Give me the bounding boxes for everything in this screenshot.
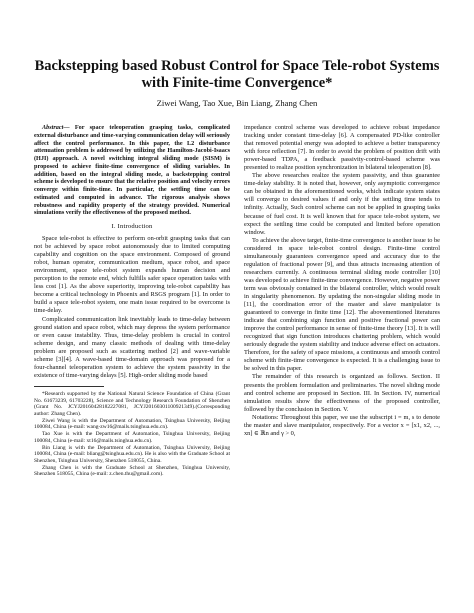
paragraph: impedance control scheme was developed to achieve robust impedance tracking under constant time-delay [6]. A compensated PD-like controller that removed potential energy was adopted to achieve a better transparency with force reflection [7]. In order to avoid the problem of position drift with power-based TDPA, a feedback passivity-control-based scheme was presented to realize position synchronization in bilateral teleoperation [8]. <box>244 124 440 172</box>
footnote-divider <box>34 386 104 387</box>
left-column <box>34 124 230 478</box>
title-line-2: with Finite-time Convergence* <box>141 75 333 91</box>
abstract-label: Abstract— <box>42 124 70 131</box>
footnote: Zhang Chen is with the Graduate School at Shenzhen, Tsinghua University, Shenzhen 518055, China (e-mail: z.chen.thu@gmail.com). <box>34 464 230 478</box>
paper-title <box>34 58 440 92</box>
footnote: Ziwei Wang is with the Department of Automation, Tsinghua University, Beijing 100084, China (e-mail: wang-zw16@mails.tsinghua.edu.cn). <box>34 417 230 431</box>
abstract-text: For space teleoperation grasping tasks, complicated external disturbance and time-varying communication delay will seriously affect the control performance. In this paper, the L2 disturbance attenuation problem is addressed by utilizing the Hamilton-Jacobi-Isaacs (HJI) approach. A novel switching integral sliding mode (SISM) is proposed to achieve finite-time convergence of sliding variables. In addition, based on the integral sliding mode, a backstepping control scheme is developed to ensure that the relative position and velocity errors converge within finite-time. In particular, the settling time can be estimated and computed in advance. The rigorous analysis shows robustness and rapidity property of the strategy provided. Numerical simulations verify the effectiveness of the proposed method. <box>34 124 230 217</box>
paragraph: The remainder of this research is organized as follows. Section. II presents the problem formulation and preliminaries. The novel sliding mode and control scheme are proposed in Section. III. In Section. IV, numerical simulation results show the effectiveness of the proposed controller, followed by the conclusion in Section. V. <box>244 373 440 413</box>
section-heading-introduction: I. Introduction <box>111 223 153 230</box>
right-column <box>244 124 440 478</box>
paragraph: Complicated communication link inevitably leads to time-delay between ground station and space robot, which may depress the system performance or even cause instability. Thus, time-delay problem is crucial in control scheme design, and many classic methods of dealing with time-delay problem are proposed such as scattering method [2] and wave-variable scheme [3][4]. A wave-based time-domain approach was proposed for a four-channel teleoperation system to achieve the system passivity in the existence of time-varying delays [5]. High-order sliding mode based <box>34 315 230 379</box>
paragraph: Space tele-robot is effective to perform on-orbit grasping tasks that can not be achieved by space robot autonomously due to limited computing capability and cognition on the space environment. Composed of ground robot, human operator, communication medium, space robot, and space environment, space tele-robot system expands human decision and perception to the remote end, which fulfills safer space operation tasks with less cost [1]. As the above superiority, improving tele-robot capability has become a critical technology in Phoenix and RSGS program [1]. In order to build a space tele-robot system, one main issue required to be overcome is time-delay. <box>34 235 230 315</box>
abstract <box>34 124 230 217</box>
paragraph: The above researches realize the system passivity, and thus guarantee time-delay stability. It is noted that, however, only asymptotic convergence can be obtained in the aforementioned works, which indicate system states will converge to desired values if and only if the settling time tends to infinity. Actually, Such control scheme can not be applied in grasping tasks because of fuel cost. It is well known that for space tele-robot system, we expect the settling time could be computed and limited before operation window. <box>244 172 440 236</box>
paragraph: To achieve the above target, finite-time convergence is another issue to be considered in space tele-robot control design. Finite-time control simultaneously guarantees convergence speed and accuracy due to the regulation of fractional power [9], and thus attracts increasing attention of researchers currently. A continuous terminal sliding mode controller [10] was developed to achieve finite-time convergence. However, negative power term was obviously contained in the bilateral controller, which would result in singularity phenomenon. By updating the non-singular sliding mode in [11], the coordination error of the master and slave manipulator is guaranteed to converge in finite time [12]. The abovementioned literatures indicate that combining sign function and positive fractional power can improve the control performance in sense of finite-time theory [13]. It is will recognized that sign function introduces chattering problem, which would seriously degrade the system stability and induce adverse effect on actuators. Therefore, for the safety of space missions, a continuous and smooth control scheme with finite-time convergence is expected. It is a challenging issue to be solved in this paper. <box>244 236 440 373</box>
author-list: Ziwei Wang, Tao Xue, Bin Liang, Zhang Chen <box>156 98 318 108</box>
footnote: Tao Xue is with the Department of Automation, Tsinghua University, Beijing 100084, China (e-mail: xt16@mails.tsinghua.edu.cn). <box>34 431 230 444</box>
footnote: Bin Liang is with the Department of Automation, Tsinghua University, Beijing 100084, China (e-mail: bliang@tsinghua.edu.cn). He is also with the Graduate School at Shenzhen, Tsinghua University, Shenzhen 518055, China. <box>34 444 230 464</box>
paragraph: Notations: Throughout this paper, we use the subscript i = m, s to denote the master and slave manipulator, respectively. For a vector x = [x1, x2, ..., xn] ∈ ℝn and γ > 0, <box>244 413 440 437</box>
footnote: *Research supported by the National Natural Science Foundation of China (Grant No. 61673239, 61703228), Science and Technology Research Foundation of Shenzhen (Grant No. JCYJ20160428182227081, JCYJ20160301100921349).(Corresponding author: Zhang Chen). <box>34 390 230 417</box>
footnotes <box>34 391 230 478</box>
two-column-body <box>34 124 440 478</box>
title-line-1: Backstepping based Robust Control for Space Tele-robot Systems <box>34 58 440 74</box>
